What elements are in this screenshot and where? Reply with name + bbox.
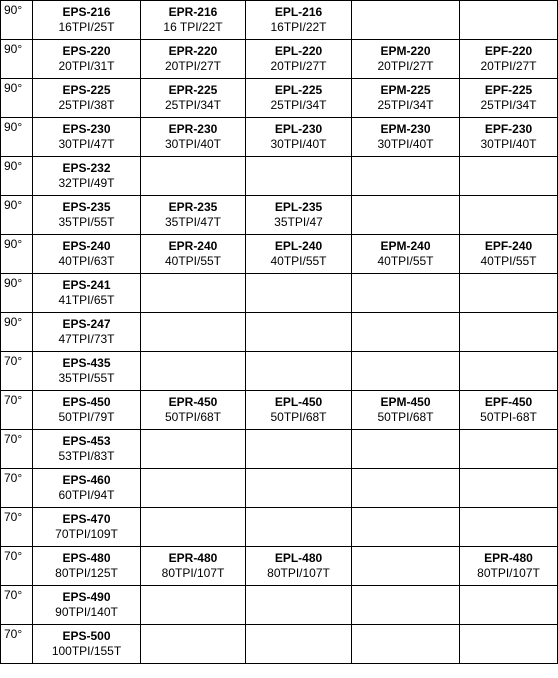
model-cell [352,430,460,469]
model-cell [460,196,558,235]
model-cell [246,196,352,235]
model-cell [352,40,460,79]
model-cell [33,469,141,508]
thread-angle-cell: 90° [1,235,33,274]
model-cell [460,1,558,40]
table-row [1,196,558,235]
model-code: EPS-235 [62,200,111,214]
model-cell [246,430,352,469]
thread-angle-cell: 70° [1,430,33,469]
model-cell [33,1,141,40]
model-cell [33,586,141,625]
model-cell [352,196,460,235]
model-cell [460,235,558,274]
model-code: EPL-480 [274,551,323,565]
model-cell [246,625,352,664]
table-row [1,469,558,508]
model-spec: 40TPI/63T [58,254,115,268]
model-cell [460,118,558,157]
model-spec: 30TPI/40T [164,137,222,151]
model-cell [352,391,460,430]
table-row [1,352,558,391]
model-cell [246,586,352,625]
model-code: EPF-240 [484,239,533,253]
model-cell [352,625,460,664]
model-cell [33,274,141,313]
model-code: EPR-450 [168,395,218,409]
model-spec: 80TPI/107T [477,566,540,580]
model-cell [141,508,246,547]
model-cell [246,118,352,157]
model-cell [246,79,352,118]
model-cell [141,547,246,586]
table-row [1,274,558,313]
model-cell [460,313,558,352]
model-cell [33,352,141,391]
model-code: EPF-225 [484,83,533,97]
model-cell [246,274,352,313]
model-cell [33,235,141,274]
model-code: EPR-235 [168,200,218,214]
model-spec: 25TPI/34T [377,98,434,112]
model-spec: 100TPI/155T [51,644,122,658]
model-cell [33,391,141,430]
model-spec: 50TPI-68T [480,410,537,424]
table-row [1,40,558,79]
model-spec: 40TPI/55T [270,254,327,268]
model-cell [246,235,352,274]
model-cell [246,508,352,547]
model-cell [33,196,141,235]
table-row [1,391,558,430]
model-code: EPS-230 [62,122,111,136]
model-cell [352,313,460,352]
model-spec: 20TPI/27T [480,59,537,73]
thread-angle-cell: 90° [1,313,33,352]
model-cell [246,469,352,508]
thread-angle-cell: 70° [1,352,33,391]
model-cell [141,352,246,391]
model-spec: 40TPI/55T [164,254,222,268]
model-code: EPS-220 [62,44,111,58]
model-cell [352,157,460,196]
model-code: EPS-490 [62,590,111,604]
thread-angle-cell: 70° [1,586,33,625]
thread-angle-cell: 70° [1,391,33,430]
model-spec: 60TPI/94T [58,488,115,502]
model-cell [33,118,141,157]
model-cell [246,40,352,79]
model-spec: 50TPI/68T [377,410,434,424]
model-cell [246,391,352,430]
model-code: EPL-225 [274,83,323,97]
model-spec: 41TPI/65T [58,293,115,307]
thread-angle-cell: 90° [1,274,33,313]
model-spec: 20TPI/27T [270,59,327,73]
table-row [1,313,558,352]
model-spec: 35TPI/55T [58,215,115,229]
table-row [1,430,558,469]
table-row [1,118,558,157]
model-cell [460,469,558,508]
thread-angle-cell: 90° [1,1,33,40]
model-code: EPL-450 [274,395,323,409]
model-cell [246,313,352,352]
model-cell [460,40,558,79]
thread-angle-cell: 70° [1,469,33,508]
table-row [1,586,558,625]
thread-angle-cell: 90° [1,79,33,118]
model-spec: 35TPI/47 [274,215,323,229]
model-cell [141,1,246,40]
model-cell [141,118,246,157]
model-spec: 40TPI/55T [480,254,537,268]
model-cell [460,625,558,664]
model-cell [141,274,246,313]
model-cell [33,547,141,586]
model-cell [141,313,246,352]
model-cell [141,586,246,625]
model-cell [33,313,141,352]
model-code: EPL-230 [274,122,323,136]
model-cell [141,40,246,79]
table-row [1,547,558,586]
model-spec: 16 TPI/22T [163,20,223,34]
table-body [1,1,558,664]
model-spec: 50TPI/68T [164,410,222,424]
model-spec: 30TPI/40T [480,137,537,151]
model-cell [33,79,141,118]
model-code: EPL-216 [274,5,323,19]
model-spec: 90TPI/140T [55,605,118,619]
model-code: EPR-225 [168,83,218,97]
model-spec: 70TPI/109T [55,527,118,541]
model-code: EPF-450 [484,395,533,409]
model-code: EPM-450 [380,395,431,409]
model-cell [460,352,558,391]
model-cell [141,625,246,664]
model-cell [33,625,141,664]
model-code: EPS-453 [62,434,111,448]
model-cell [141,430,246,469]
table-row [1,508,558,547]
model-cell [246,547,352,586]
model-code: EPR-480 [484,551,533,565]
model-code: EPS-232 [62,161,111,175]
table-row [1,157,558,196]
model-code: EPR-480 [168,551,218,565]
model-code: EPS-247 [62,317,111,331]
model-code: EPR-216 [168,5,218,19]
model-code: EPM-230 [380,122,431,136]
thread-angle-cell: 90° [1,196,33,235]
model-spec: 25TPI/34T [480,98,537,112]
model-cell [352,118,460,157]
table-row [1,235,558,274]
thread-angle-cell: 90° [1,40,33,79]
model-cell [460,274,558,313]
model-spec: 53TPI/83T [58,449,115,463]
model-code: EPR-240 [168,239,218,253]
model-spec: 35TPI/55T [58,371,115,385]
model-code: EPS-470 [62,512,111,526]
model-cell [141,157,246,196]
model-spec: 35TPI/47T [164,215,222,229]
model-cell [352,508,460,547]
model-cell [352,352,460,391]
model-cell [460,508,558,547]
model-code: EPS-241 [62,278,111,292]
thread-angle-cell: 70° [1,625,33,664]
model-code: EPS-435 [62,356,111,370]
model-cell [460,586,558,625]
model-spec: 80TPI/107T [161,566,225,580]
model-spec: 25TPI/34T [164,98,222,112]
model-cell [460,547,558,586]
model-code: EPM-225 [380,83,431,97]
model-spec: 30TPI/47T [58,137,115,151]
model-code: EPL-220 [274,44,323,58]
model-cell [352,79,460,118]
model-cell [33,508,141,547]
model-cell [141,196,246,235]
model-cell [352,235,460,274]
model-cell [460,391,558,430]
model-cell [246,157,352,196]
model-spec: 16TPI/22T [270,20,327,34]
model-spec: 20TPI/27T [164,59,222,73]
model-code: EPS-450 [62,395,111,409]
model-cell [33,40,141,79]
model-cell [460,157,558,196]
model-spec: 25TPI/38T [58,98,115,112]
model-cell [33,157,141,196]
model-code: EPF-230 [484,122,533,136]
model-cell [141,79,246,118]
model-cell [352,1,460,40]
model-code: EPS-500 [62,629,111,643]
model-code: EPM-240 [380,239,431,253]
model-spec: 47TPI/73T [58,332,115,346]
model-spec: 30TPI/40T [377,137,434,151]
model-code: EPF-220 [484,44,533,58]
model-spec: 30TPI/40T [270,137,327,151]
table-row [1,1,558,40]
table-row [1,79,558,118]
model-cell [141,235,246,274]
model-spec: 50TPI/79T [58,410,115,424]
model-spec: 20TPI/27T [377,59,434,73]
model-cell [246,352,352,391]
model-cell [246,1,352,40]
thread-angle-cell: 70° [1,547,33,586]
model-code: EPL-235 [274,200,323,214]
model-cell [352,274,460,313]
model-spec: 50TPI/68T [270,410,327,424]
model-code: EPS-240 [62,239,111,253]
table-row [1,625,558,664]
model-cell [33,430,141,469]
model-code: EPS-460 [62,473,111,487]
model-code: EPR-220 [168,44,218,58]
model-code: EPL-240 [274,239,323,253]
thread-angle-cell: 70° [1,508,33,547]
model-cell [460,430,558,469]
model-spec: 25TPI/34T [270,98,327,112]
model-spec: 20TPI/31T [58,59,115,73]
model-code: EPS-225 [62,83,111,97]
model-cell [141,391,246,430]
model-spec: 80TPI/107T [267,566,330,580]
model-spec: 80TPI/125T [55,566,118,580]
model-cell [352,547,460,586]
model-code: EPR-230 [168,122,218,136]
thread-angle-cell: 90° [1,157,33,196]
model-spec: 16TPI/25T [58,20,115,34]
model-spec: 32TPI/49T [58,176,115,190]
model-code: EPM-220 [380,44,431,58]
model-cell [352,586,460,625]
model-cell [141,469,246,508]
model-cell [352,469,460,508]
model-code: EPS-216 [62,5,111,19]
model-spec: 40TPI/55T [377,254,434,268]
model-code: EPS-480 [62,551,111,565]
thread-angle-cell: 90° [1,118,33,157]
model-cell [460,79,558,118]
